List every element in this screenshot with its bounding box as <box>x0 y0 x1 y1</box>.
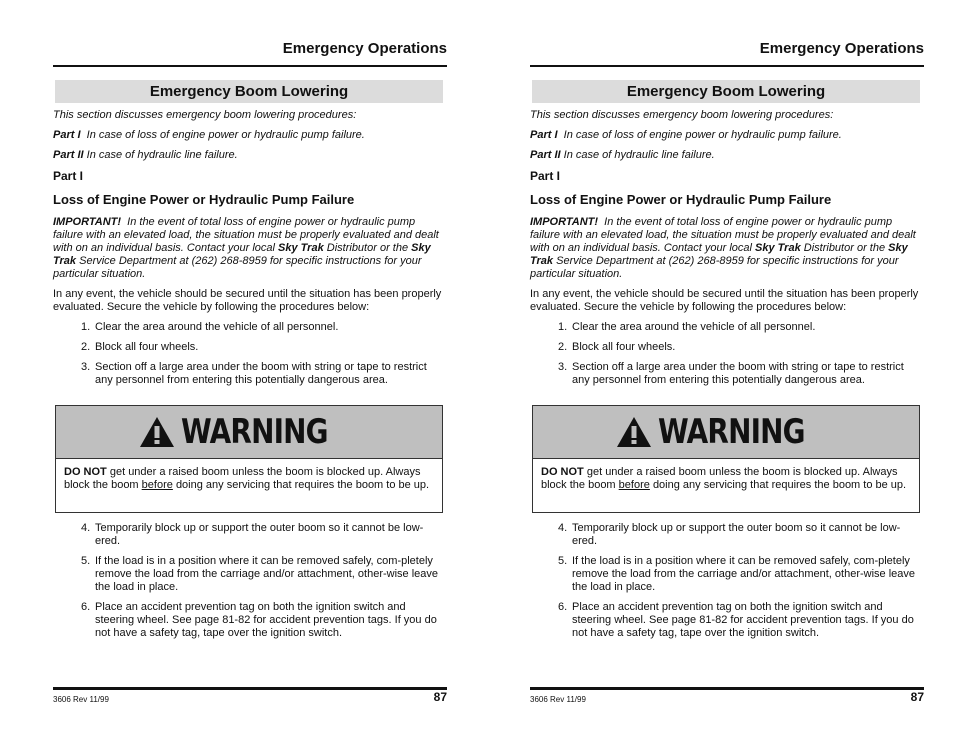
step-text: Block all four wheels. <box>95 341 199 353</box>
step-text: Temporarily block up or support the outer boom so it cannot be low-ered. <box>572 522 901 547</box>
step-number: 4. <box>558 522 568 534</box>
warning-text-2: doing any servicing that requires the boom to be up. <box>175 479 430 491</box>
header-rule <box>530 65 924 67</box>
warning-header <box>56 406 442 459</box>
brand-name: Sky Trak <box>278 242 324 254</box>
list-item <box>81 522 447 548</box>
important-note <box>530 216 924 281</box>
sub-heading: Loss of Engine Power or Hydraulic Pump Failure <box>53 192 355 207</box>
warning-text <box>533 459 919 492</box>
important-label: IMPORTANT! <box>53 216 122 228</box>
warning-text-2: doing any servicing that requires the boom to be up. <box>652 479 907 491</box>
warning-header <box>533 406 919 459</box>
section-title: Emergency Boom Lowering <box>55 80 443 103</box>
footer-rule <box>53 687 447 690</box>
list-item <box>558 601 924 640</box>
step-number: 1. <box>558 321 568 333</box>
warning-box <box>55 405 443 513</box>
page-number: 87 <box>433 690 447 704</box>
body-paragraph: In any event, the vehicle should be secured until the situation has been properly evaluated. Secure the vehicle by following the procedures below: <box>530 288 919 313</box>
step-text: Block all four wheels. <box>572 341 676 353</box>
brand-name: Sky Trak <box>53 242 431 267</box>
warning-title: WARNING <box>657 412 805 452</box>
list-item <box>81 361 447 387</box>
step-number: 4. <box>81 522 91 534</box>
do-not-label: DO NOT <box>541 466 584 478</box>
footer-rule <box>530 687 924 690</box>
warning-title: WARNING <box>180 412 328 452</box>
header-rule <box>53 65 447 67</box>
warning-box <box>532 405 920 513</box>
step-number: 3. <box>81 361 91 373</box>
warning-triangle-icon <box>616 416 652 448</box>
running-header: Emergency Operations <box>759 40 924 57</box>
part1-text: In case of loss of engine power or hydraulic pump failure. <box>86 129 365 141</box>
intro-text: This section discusses emergency boom lowering procedures: <box>53 109 357 121</box>
underlined-word: before <box>618 479 650 491</box>
part-heading: Part I <box>53 169 84 183</box>
part1-text: In case of loss of engine power or hydraulic pump failure. <box>563 129 842 141</box>
page-number: 87 <box>910 690 924 704</box>
step-text: If the load is in a position where it can be removed safely, com-pletely remove the load from the carriage and/or attachment, other-wise leave the load in place. <box>572 555 916 593</box>
body-paragraph: In any event, the vehicle should be secured until the situation has been properly evaluated. Secure the vehicle by following the procedures below: <box>53 288 442 313</box>
warning-triangle-icon <box>139 416 175 448</box>
important-label: IMPORTANT! <box>530 216 599 228</box>
part1-line <box>530 129 924 142</box>
document-revision: 3606 Rev 11/99 <box>53 695 109 704</box>
brand-name: Sky Trak <box>530 242 908 267</box>
step-text: Section off a large area under the boom with string or tape to restrict any personnel from entering this potentially dangerous area. <box>572 361 904 386</box>
part2-label: Part II <box>530 149 561 161</box>
step-number: 2. <box>558 341 568 353</box>
list-item <box>81 555 447 594</box>
part2-text: In case of hydraulic line failure. <box>86 149 238 161</box>
important-note <box>53 216 447 281</box>
step-text: Clear the area around the vehicle of all personnel. <box>572 321 816 333</box>
list-item <box>81 321 447 334</box>
important-text-1: In the event of total loss of engine power or hydraulic pump failure with an elevated load, the situation must be properly evaluated and dealt with on an individual basis. Contact your local <box>530 216 916 254</box>
list-item <box>558 522 924 548</box>
part-heading: Part I <box>530 169 561 183</box>
list-item <box>558 555 924 594</box>
part2-label: Part II <box>53 149 84 161</box>
manual-page-left <box>53 0 447 738</box>
do-not-label: DO NOT <box>64 466 107 478</box>
step-number: 2. <box>81 341 91 353</box>
step-text: Temporarily block up or support the outer boom so it cannot be low-ered. <box>95 522 424 547</box>
warning-text-1: get under a raised boom unless the boom is blocked up. Always block the boom <box>541 466 898 491</box>
list-item <box>81 341 447 354</box>
manual-page-right <box>530 0 924 738</box>
step-number: 5. <box>81 555 91 567</box>
step-number: 6. <box>558 601 568 613</box>
important-text-3: Service Department at (262) 268-8959 for specific instructions for your particular situation. <box>53 255 422 280</box>
part1-label: Part I <box>530 129 558 141</box>
part1-label: Part I <box>53 129 81 141</box>
step-number: 3. <box>558 361 568 373</box>
running-header: Emergency Operations <box>282 40 447 57</box>
important-text-3: Service Department at (262) 268-8959 for specific instructions for your particular situation. <box>530 255 899 280</box>
sub-heading: Loss of Engine Power or Hydraulic Pump Failure <box>530 192 832 207</box>
step-text: Place an accident prevention tag on both the ignition switch and steering wheel. See page 81-82 for accident prevention tags. If you do not have a safety tag, tape over the ignition switch. <box>95 601 437 639</box>
step-number: 1. <box>81 321 91 333</box>
part2-line <box>530 149 924 162</box>
step-text: Section off a large area under the boom with string or tape to restrict any personnel from entering this potentially dangerous area. <box>95 361 427 386</box>
part2-line <box>53 149 447 162</box>
step-text: If the load is in a position where it can be removed safely, com-pletely remove the load from the carriage and/or attachment, other-wise leave the load in place. <box>95 555 439 593</box>
important-text-2: Distributor or the <box>326 242 409 254</box>
document-revision: 3606 Rev 11/99 <box>530 695 586 704</box>
warning-text <box>56 459 442 492</box>
step-text: Clear the area around the vehicle of all personnel. <box>95 321 339 333</box>
step-number: 6. <box>81 601 91 613</box>
important-text-2: Distributor or the <box>803 242 886 254</box>
part1-line <box>53 129 447 142</box>
step-number: 5. <box>558 555 568 567</box>
underlined-word: before <box>141 479 173 491</box>
intro-text: This section discusses emergency boom lowering procedures: <box>530 109 834 121</box>
list-item <box>558 341 924 354</box>
part2-text: In case of hydraulic line failure. <box>563 149 715 161</box>
warning-text-1: get under a raised boom unless the boom is blocked up. Always block the boom <box>64 466 421 491</box>
section-title: Emergency Boom Lowering <box>532 80 920 103</box>
important-text-1: In the event of total loss of engine power or hydraulic pump failure with an elevated load, the situation must be properly evaluated and dealt with on an individual basis. Contact your local <box>53 216 439 254</box>
step-text: Place an accident prevention tag on both the ignition switch and steering wheel. See page 81-82 for accident prevention tags. If you do not have a safety tag, tape over the ignition switch. <box>572 601 914 639</box>
list-item <box>558 321 924 334</box>
list-item <box>558 361 924 387</box>
list-item <box>81 601 447 640</box>
brand-name: Sky Trak <box>755 242 801 254</box>
